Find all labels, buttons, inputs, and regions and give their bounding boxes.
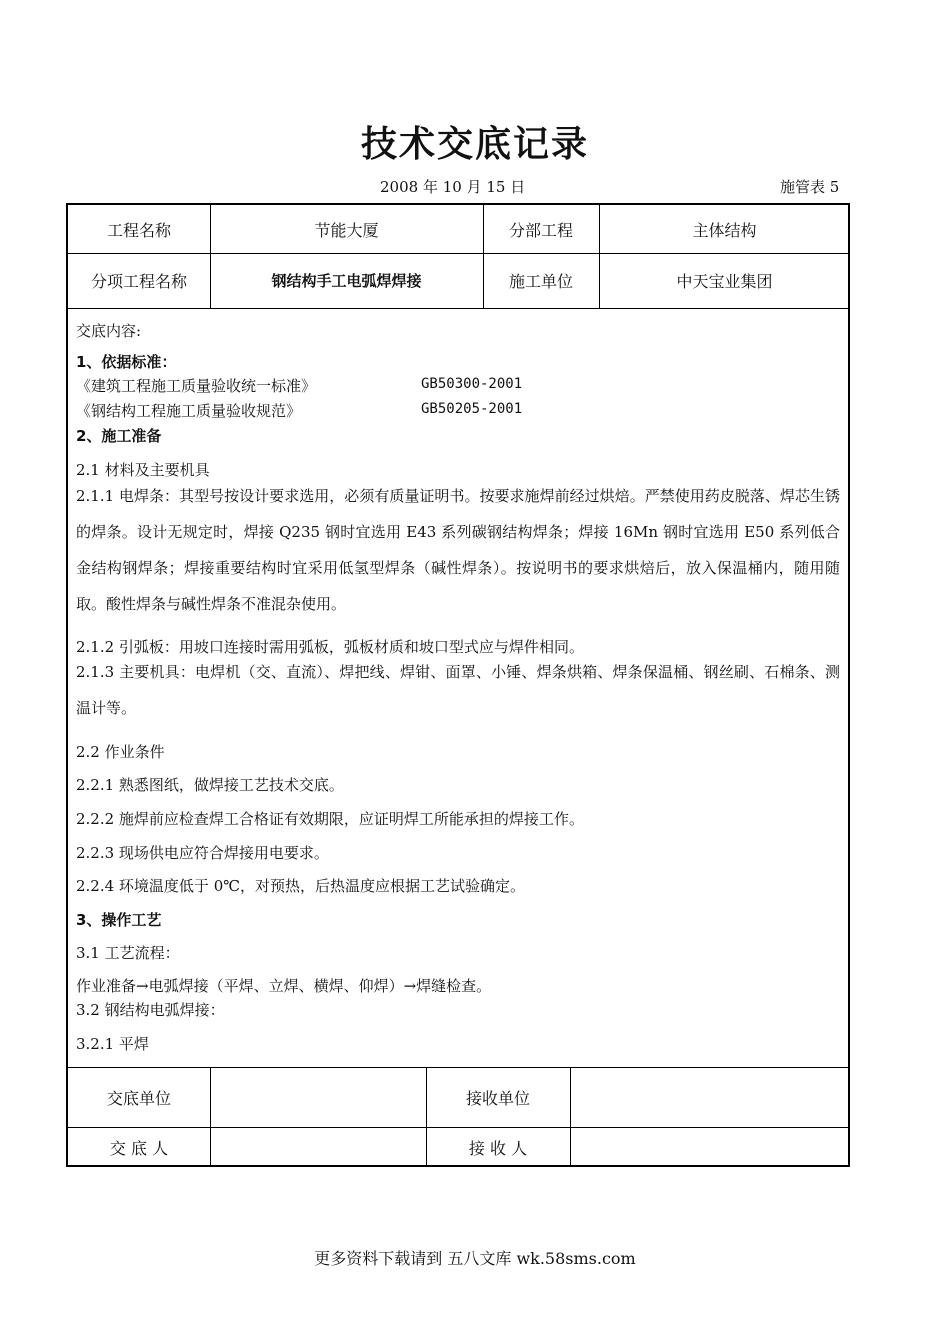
field-briefer[interactable] <box>210 1127 426 1167</box>
section-3-heading: 3、操作工艺 <box>76 911 162 929</box>
record-table <box>66 203 850 1167</box>
label-construction-unit: 施工单位 <box>508 272 573 291</box>
label-division: 分部工程 <box>508 220 573 240</box>
para-3-1: 3.1 工艺流程： <box>76 944 180 962</box>
value-project-name: 节能大厦 <box>314 220 379 240</box>
para-3-2: 3.2 钢结构电弧焊接： <box>76 1001 225 1019</box>
para-2-1-1: 2.1.1 电焊条：其型号按设计要求选用，必须有质量证明书。按要求施焊前经过烘焙。严禁使用药皮脱落、焊芯生锈的焊条。设计无规定时，焊接 Q235 钢时宜选用 E43 系列碳钢结构焊条；焊接 16Mn 钢时宜选用 E50 系列低合金结构钢焊条；焊接重要结构时宜采用低氢型焊条（碱性焊条）。按说明书的要求烘焙后，放入保温桶内，随用随取。酸性焊条与碱性焊条不准混杂使用。 <box>76 487 840 613</box>
footer-note: 更多资料下载请到 五八文库 wk.58sms.com <box>314 1249 636 1268</box>
label-receiving-unit: 接收单位 <box>465 1088 530 1108</box>
para-2-2: 2.2 作业条件 <box>76 743 165 761</box>
standard-name: 《钢结构工程施工质量验收规范》 <box>76 402 302 420</box>
para-2-2-4: 2.2.4 环境温度低于 0℃，对预热，后热温度应根据工艺试验确定。 <box>76 877 526 895</box>
document-date: 2008 年 10 月 15 日 <box>380 178 526 196</box>
para-2-1: 2.1 材料及主要机具 <box>76 461 210 479</box>
para-3-2-1: 3.2.1 平焊 <box>76 1035 149 1053</box>
para-2-2-2: 2.2.2 施焊前应检查焊工合格证有效期限，应证明焊工所能承担的焊接工作。 <box>76 810 584 828</box>
standard-name: 《建筑工程施工质量验收统一标准》 <box>76 377 317 395</box>
standard-code: GB50300-2001 <box>421 376 523 392</box>
label-briefer: 交 底 人 <box>109 1138 169 1158</box>
content-intro: 交底内容: <box>76 322 142 340</box>
label-briefing-unit: 交底单位 <box>106 1088 171 1108</box>
process-flow: 作业准备→电弧焊接（平焊、立焊、横焊、仰焊）→焊缝检查。 <box>76 977 492 995</box>
value-construction-unit: 中天宝业集团 <box>676 272 773 291</box>
form-number: 施管表 5 <box>780 178 840 196</box>
section-1-heading: 1、依据标准： <box>76 353 177 371</box>
field-receiving-unit[interactable] <box>570 1067 850 1127</box>
para-2-2-3: 2.2.3 现场供电应符合焊接用电要求。 <box>76 844 329 862</box>
label-subitem: 分项工程名称 <box>90 272 187 291</box>
value-subitem: 钢结构手工电弧焊焊接 <box>271 272 422 290</box>
field-receiver[interactable] <box>570 1127 850 1167</box>
para-2-2-1: 2.2.1 熟悉图纸，做焊接工艺技术交底。 <box>76 776 344 794</box>
briefing-content <box>76 308 840 1067</box>
value-division: 主体结构 <box>692 220 757 240</box>
label-receiver: 接 收 人 <box>468 1138 528 1158</box>
document-title: 技术交底记录 <box>360 124 589 165</box>
para-2-1-2: 2.1.2 引弧板：用坡口连接时需用弧板，弧板材质和坡口型式应与焊件相同。 <box>76 638 584 656</box>
standard-code: GB50205-2001 <box>421 401 523 417</box>
section-2-heading: 2、施工准备 <box>76 427 162 445</box>
label-project-name: 工程名称 <box>106 220 171 240</box>
field-briefing-unit[interactable] <box>210 1067 426 1127</box>
para-2-1-3: 2.1.3 主要机具：电焊机（交、直流）、焊把线、焊钳、面罩、小锤、焊条烘箱、焊条保温桶、钢丝刷、石棉条、测温计等。 <box>76 663 840 717</box>
